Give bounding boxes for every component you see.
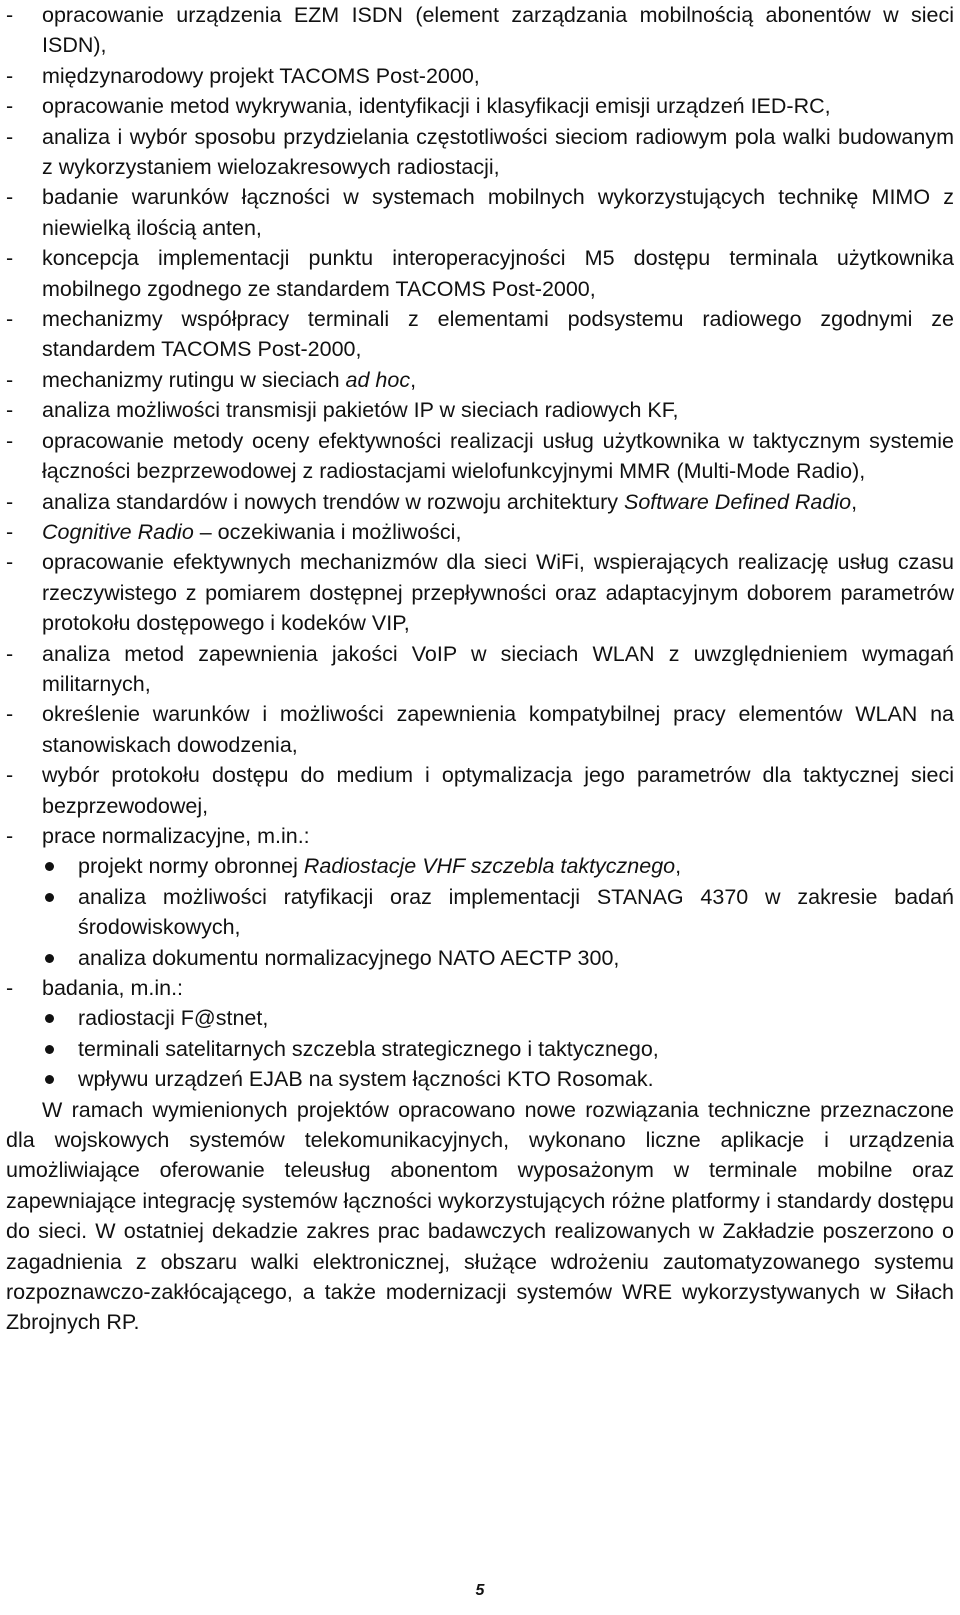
dash-marker: - [6, 63, 14, 88]
dash-list-item [6, 395, 954, 425]
list-item-text: wpływu urządzeń EJAB na system łączności KTO Rosomak. [78, 1067, 654, 1092]
dash-marker: - [6, 124, 14, 149]
bullet-list-item [6, 1034, 954, 1064]
list-item-text: analiza metod zapewnienia jakości VoIP w sieciach WLAN z uwzględnieniem wymagań militarnych, [42, 641, 954, 696]
dash-list-item [6, 304, 954, 365]
list-item-text-italic: Cognitive Radio [42, 519, 194, 544]
list-item-text: wybór protokołu dostępu do medium i optymalizacja jego parametrów dla taktycznej sieci bezprzewodowej, [42, 763, 954, 818]
dash-list-item [6, 0, 954, 61]
list-item-text: opracowanie urządzenia EZM ISDN (element zarządzania mobilnością abonentów w sieci ISDN), [42, 3, 954, 58]
list-item-text-italic: Radiostacje VHF szczebla taktycznego [303, 854, 676, 879]
bullet-list-item [6, 943, 954, 973]
list-item-text: mechanizmy współpracy terminali z elementami podsystemu radiowego zgodnymi ze standardem TACOMS Post-2000, [42, 307, 954, 362]
dash-marker: - [6, 367, 14, 392]
list-item-text: analiza możliwości transmisji pakietów IP w sieciach radiowych KF, [42, 398, 679, 423]
bullet-list-item [6, 882, 954, 943]
list-item-text-post: , [410, 367, 417, 392]
project-list [6, 0, 954, 1095]
list-item-text [42, 490, 857, 514]
dash-list-item [6, 487, 954, 517]
summary-paragraph-text: W ramach wymienionych projektów opracowano nowe rozwiązania techniczne przeznaczone dla wojskowych systemów telekomunikacyjnych, wykonano liczne aplikacje i urządzenia umożliwiające oferowanie teleusług abonentom wyposażonym w terminale mobilne oraz zapewniające integrację systemów łączności wykorzystujących różne platformy i standardy dostępu do sieci. W ostatniej dekadzie zakres prac badawczych realizowanych w Zakładzie poszerzono o zagadnienia z obszaru walki elektronicznej, służące wdrożeniu zautomatyzowanego systemu rozpoznawczo-zakłócającego, a także modernizacji systemów WRE wykorzystywanych w Siłach Zbrojnych RP. [6, 1097, 954, 1335]
list-item-text: analiza dokumentu normalizacyjnego NATO AECTP 300, [78, 945, 620, 970]
dash-marker: - [6, 246, 14, 271]
dash-marker: - [6, 702, 14, 727]
list-item-text-post: – oczekiwania i możliwości, [193, 519, 462, 544]
dash-list-item [6, 91, 954, 121]
document-body [6, 0, 954, 1338]
dash-list-item [6, 182, 954, 243]
list-item-text [78, 854, 681, 878]
dash-marker: - [6, 185, 14, 210]
dash-marker: - [6, 519, 14, 544]
list-item-text-post: , [675, 854, 682, 879]
dash-list-item [6, 973, 954, 1003]
list-item-text: opracowanie metod wykrywania, identyfikacji i klasyfikacji emisji urządzeń IED-RC, [42, 94, 831, 119]
bullet-marker [45, 954, 54, 963]
dash-marker: - [6, 307, 14, 332]
list-item-text: terminali satelitarnych szczebla strategicznego i taktycznego, [78, 1036, 659, 1061]
dash-marker: - [6, 823, 14, 848]
bullet-marker [45, 862, 54, 871]
list-item-text-pre: analiza standardów i nowych trendów w rozwoju architektury [42, 489, 624, 514]
dash-marker: - [6, 641, 14, 666]
dash-list-item [6, 365, 954, 395]
list-item-text: badania, m.in.: [42, 976, 184, 1000]
dash-list-item [6, 760, 954, 821]
list-item-text-post: , [851, 489, 858, 514]
dash-marker: - [6, 976, 14, 1000]
list-item-text: radiostacji F@stnet, [78, 1006, 269, 1031]
list-item-text: analiza i wybór sposobu przydzielania częstotliwości sieciom radiowym pola walki budowanym z wykorzystaniem wielozakresowych radiostacji, [42, 124, 954, 180]
dash-list-item [6, 243, 954, 304]
list-item-text [42, 368, 416, 392]
list-item-text-italic: ad hoc [345, 367, 411, 392]
dash-list-item [6, 547, 954, 638]
list-item-text: prace normalizacyjne, m.in.: [42, 823, 310, 848]
dash-list-item [6, 426, 954, 487]
dash-marker: - [6, 550, 14, 575]
list-item-text: koncepcja implementacji punktu interoperacyjności M5 dostępu terminala użytkownika mobilnego zgodnego ze standardem TACOMS Post-2000, [42, 246, 954, 301]
dash-list-item [6, 639, 954, 700]
dash-list-item [6, 821, 954, 851]
list-item-text: badanie warunków łączności w systemach mobilnych wykorzystujących technikę MIMO z niewielką ilością anten, [42, 185, 954, 240]
bullet-list-item [6, 1064, 954, 1094]
bullet-marker [45, 893, 54, 902]
dash-marker: - [6, 763, 14, 788]
dash-list-item [6, 61, 954, 91]
list-item-text: międzynarodowy projekt TACOMS Post-2000, [42, 63, 480, 88]
bullet-list-item [6, 851, 954, 881]
dash-list-item [6, 517, 954, 547]
list-item-text: opracowanie efektywnych mechanizmów dla sieci WiFi, wspierających realizację usług czasu rzeczywistego z pomiarem dostępnej przepływności oraz adaptacyjnym doborem parametrów protokołu dostępowego i kodeków VIP, [42, 550, 954, 636]
bullet-marker [45, 1045, 54, 1054]
list-item-text [42, 520, 461, 544]
list-item-text: określenie warunków i możliwości zapewnienia kompatybilnej pracy elementów WLAN na stanowiskach dowodzenia, [42, 702, 954, 757]
dash-list-item [6, 699, 954, 760]
bullet-list-item [6, 1003, 954, 1033]
list-item-text-pre: mechanizmy rutingu w sieciach [42, 367, 346, 392]
list-item-text-pre: projekt normy obronnej [78, 854, 304, 879]
summary-paragraph [6, 1095, 954, 1338]
list-item-text-italic: Software Defined Radio [623, 489, 852, 514]
list-item-text: analiza możliwości ratyfikacji oraz implementacji STANAG 4370 w zakresie badań środowiskowych, [78, 884, 954, 940]
bullet-marker [45, 1014, 54, 1023]
dash-list-item [6, 122, 954, 183]
dash-marker: - [6, 489, 14, 514]
dash-marker: - [6, 3, 14, 27]
bullet-marker [45, 1075, 54, 1084]
page-number: 5 [475, 1582, 485, 1599]
dash-marker: - [6, 94, 14, 119]
list-item-text: opracowanie metody oceny efektywności realizacji usług użytkownika w taktycznym systemie łączności bezprzewodowej z radiostacjami wielofunkcyjnymi MMR (Multi-Mode Radio), [42, 428, 954, 484]
dash-marker: - [6, 398, 14, 423]
dash-marker: - [6, 428, 14, 453]
